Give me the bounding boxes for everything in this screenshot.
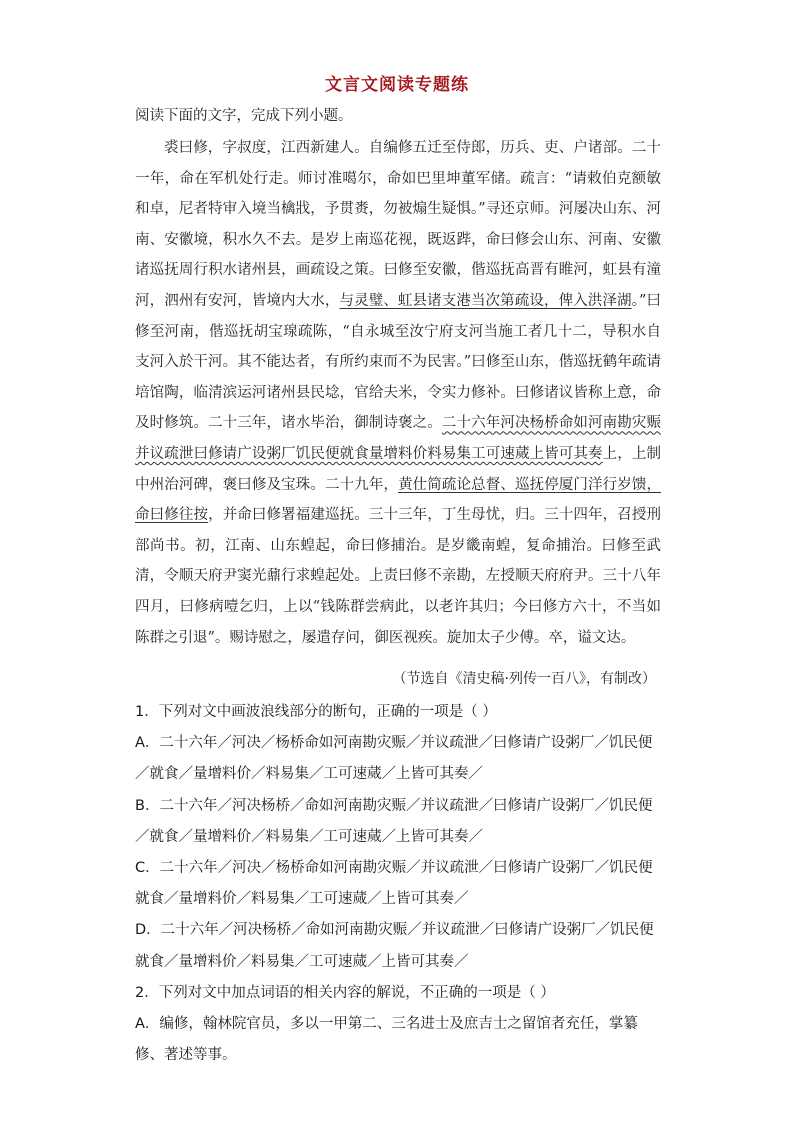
classical-passage [135, 133, 661, 653]
question-list [135, 697, 661, 1071]
question-2-option-a: A．编修，翰林院官员，多以一甲第二、三名进士及庶吉士之留馆者充任，掌纂修、著述等事。 [135, 1016, 638, 1064]
underlined-sentence-2: 黄仕简疏论总督、巡抚停厦门洋行岁馈，命曰修往按 [135, 476, 662, 524]
question-1-stem: 1．下列对文中画波浪线部分的断句，正确的一项是（ ） [135, 704, 497, 720]
passage-paragraph [135, 133, 661, 653]
passage-text: 裘曰修，字叔度，江西新建人。自编修五迁至侍郎，历兵、吏、户诸部。二十一年，命在军机处行走。师讨准噶尔，命如巴里坤董军储。疏言：“请敕伯克额敏和卓，尼者特审入境当檎戕，予贯赉，勿被煽生疑惧。”寻还京师。河屡决山东、河南、安徽境，积水久不去。是岁上南巡花视，既返跸，命曰修会山东、河南、安徽诸巡抚周行积水诸州县，画疏设之策。曰修至安徽，偕巡抚高晋有睢河，虹县有潼河，泗州有安河，皆境内大水， [135, 140, 661, 309]
passage-text: 。”曰修至河南，偕巡抚胡宝瑔疏陈，“自永城至汝宁府支河当施工者几十二，导积水自支河入於干河。其不能达者，有所约束而不为民害。”曰修至山东，偕巡抚鹤年疏请培馆陶，临清滨运河诸州县民埝，官给夫米，令实力修补。曰修诸议皆称上意，命及时修筑。二十三年，诸水毕治，御制诗褒之。 [135, 292, 662, 432]
question-1-option-c: C．二十六年／河决／杨桥命如河南勘灾赈／并议疏泄／曰修请广设粥厂／饥民便就食／量增料价／料易集／工可速蒇／上皆可其奏／ [135, 860, 653, 908]
wavy-underlined-segment: 二十六年河决杨桥命如河南勘灾赈并议疏泄曰修请广设粥厂饥民便就食量增料价料易集工可速蒇上皆可其奏 [135, 415, 662, 462]
question-1-option-b: B．二十六年／河决杨桥／命如河南勘灾赈／并议疏泄／曰修请广设粥厂／饥民便／就食／量增料价／料易集／工可速蒇／上皆可其奏／ [135, 797, 653, 845]
underlined-sentence-1: 与灵璧、虹县诸支港当次第疏设，俾入洪泽湖 [339, 292, 632, 309]
question-1-option-d: D．二十六年／河决杨桥／命如河南勘灾赈／并议疏泄／曰修请广设粥厂／饥民便就食／量增料价／料易集／工可速蒇／上皆可其奏／ [135, 922, 654, 970]
passage-source: （节选自《清史稿·列传一百八》，有制改） [392, 671, 656, 687]
question-1-option-a: A．二十六年／河决／杨桥命如河南勘灾赈／并议疏泄／曰修请广设粥厂／饥民便／就食／量增料价／料易集／工可速蒇／上皆可其奏／ [135, 735, 653, 783]
passage-text: 上，上制中州治河碑，褒曰修及宝珠。二十九年， [135, 445, 661, 493]
question-2-stem: 2．下列对文中加点词语的相关内容的解说，不正确的一项是（ ） [135, 984, 555, 1001]
passage-text: ，并命曰修署福建巡抚。三十三年，丁生母忧，归。三十四年，召授刑部尚书。初，江南、山东蝗起，命曰修捕治。是岁畿南蝗，复命捕治。曰修至武清，令顺天府尹窦光鼐行求蝗起处。上责曰修不亲勘，左授顺天府府尹。三十八年四月，曰修病噎乞归，上以“钱陈群尝病此，以老许其归；今曰修方六十，不当如陈群之引退”。赐诗慰之，屡遣存问，御医视疾。旋加太子少傅。卒，谥文达。 [135, 507, 662, 646]
reading-instruction: 阅读下面的文字，完成下列小题。 [135, 108, 353, 124]
page-title: 文言文阅读专题练 [325, 75, 469, 95]
